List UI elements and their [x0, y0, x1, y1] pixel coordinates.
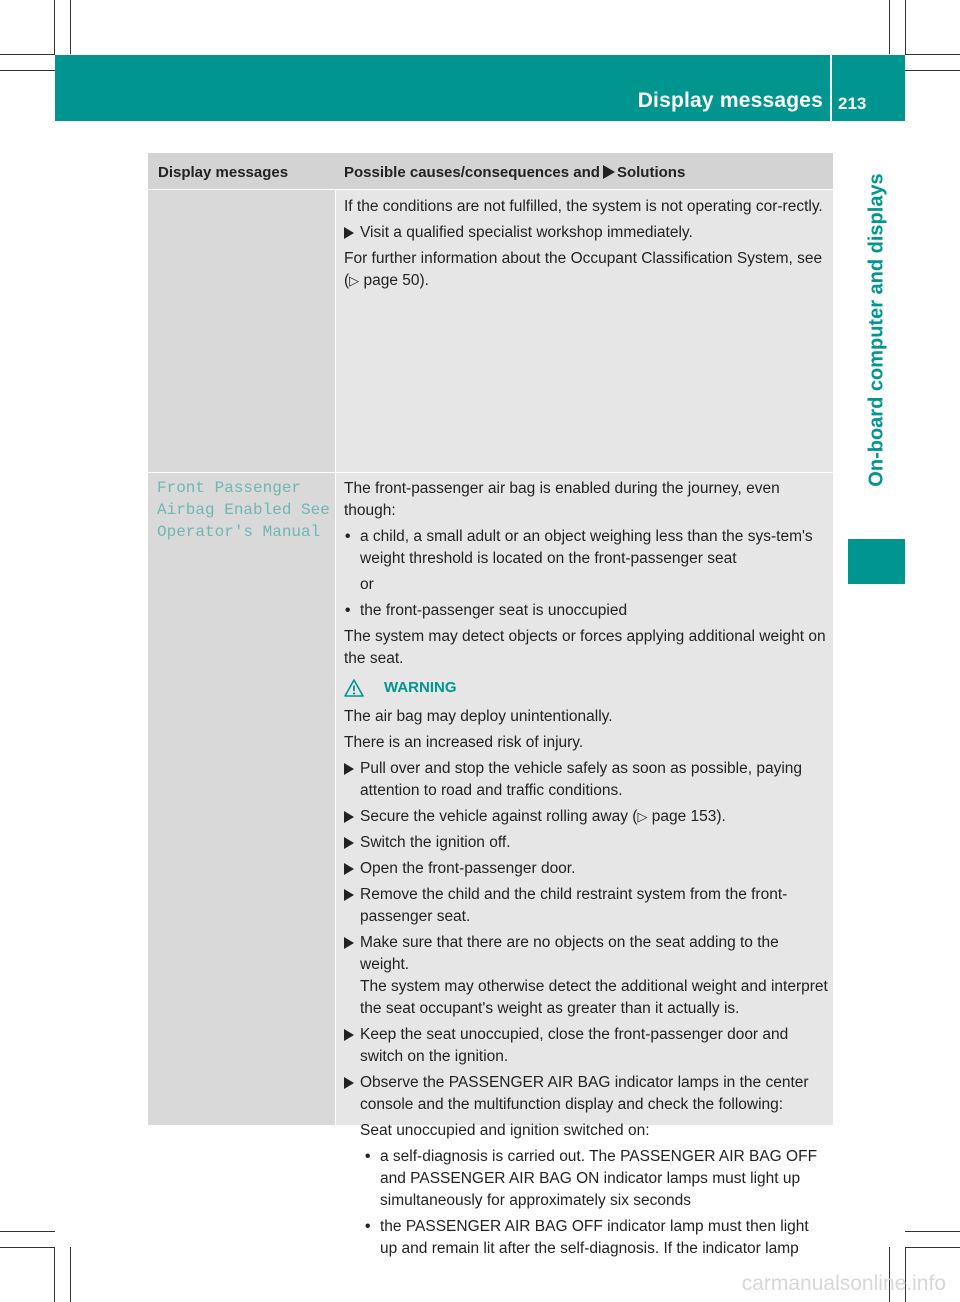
- column-header-causes: Possible causes/consequences and Solutions: [344, 164, 686, 181]
- table-header: [148, 153, 833, 189]
- page-number: 213: [838, 94, 867, 113]
- table-row: [148, 190, 833, 472]
- bullet-item: • the front-passenger seat is unoccupied: [344, 600, 828, 622]
- bullet-item: • a self-diagnosis is carried out. The PASSENGER AIR BAG OFF and PASSENGER AIR BAG ON indicator lamps must light up simultaneously for approximately six seconds: [344, 1146, 828, 1212]
- solution-content: [344, 478, 828, 1264]
- message-cell: [148, 190, 335, 472]
- column-header-messages: Display messages: [158, 164, 289, 181]
- crop-mark: [70, 1247, 71, 1302]
- warning-label: WARNING: [344, 678, 828, 698]
- paragraph: For further information about the Occupant Classification System, see (▷ page 50).: [344, 250, 823, 289]
- crop-mark: [905, 0, 906, 54]
- crop-mark: [0, 1231, 55, 1232]
- page-title: Display messages: [637, 89, 823, 112]
- crop-mark: [0, 70, 55, 71]
- bullet-item: • a child, a small adult or an object weighing less than the sys-tem's weight threshold is located on the front-passenger seat: [344, 526, 828, 570]
- step-item: Make sure that there are no objects on the seat adding to the weight. The system may otherwise detect the additional weight and interpret the seat occupant's weight as greater than it actually is.: [344, 932, 828, 1020]
- paragraph: The front-passenger air bag is enabled during the journey, even though:: [344, 480, 780, 519]
- solution-content: [344, 196, 828, 296]
- watermark: carmanualsonline.info: [741, 1272, 946, 1295]
- paragraph: Seat unoccupied and ignition switched on:: [360, 1122, 650, 1139]
- display-messages-table: [148, 153, 833, 1257]
- step-item: Visit a qualified specialist workshop immediately.: [344, 222, 828, 244]
- crop-mark: [54, 1247, 55, 1302]
- paragraph: The system may detect objects or forces applying additional weight on the seat.: [344, 628, 826, 667]
- paragraph: If the conditions are not fulfilled, the system is not operating cor-rectly.: [344, 198, 823, 215]
- crop-mark: [905, 54, 960, 55]
- step-item: Secure the vehicle against rolling away (▷ page 153).: [344, 806, 828, 828]
- paragraph: The air bag may deploy unintentionally.: [344, 708, 613, 725]
- paragraph: or: [360, 576, 374, 593]
- step-item: Observe the PASSENGER AIR BAG indicator lamps in the center console and the multifunction display and check the following:: [344, 1072, 828, 1116]
- section-side-label: On-board computer and displays: [865, 173, 888, 487]
- header-divider: [830, 55, 832, 121]
- step-item: Pull over and stop the vehicle safely as soon as possible, paying attention to road and traffic conditions.: [344, 758, 828, 802]
- arrow-right-icon: [603, 165, 615, 179]
- crop-mark: [70, 0, 71, 54]
- display-message-text: Front Passenger Airbag Enabled See Operator's Manual: [157, 479, 330, 541]
- crop-mark: [54, 0, 55, 54]
- crop-mark: [905, 70, 960, 71]
- paragraph: There is an increased risk of injury.: [344, 734, 584, 751]
- section-tab-marker: [848, 539, 905, 584]
- crop-mark: [905, 1231, 960, 1232]
- crop-mark: [0, 1247, 55, 1248]
- step-item: Keep the seat unoccupied, close the front-passenger door and switch on the ignition.: [344, 1024, 828, 1068]
- crop-mark: [889, 0, 890, 54]
- crop-mark: [905, 1247, 960, 1248]
- step-item: Open the front-passenger door.: [344, 858, 828, 880]
- message-cell: [148, 473, 335, 1125]
- warning-icon: [344, 678, 364, 698]
- page-ref-icon: ▷: [349, 273, 360, 288]
- step-item: Remove the child and the child restraint system from the front-passenger seat.: [344, 884, 828, 928]
- crop-mark: [0, 54, 55, 55]
- table-row: [148, 473, 833, 1257]
- bullet-item: • the PASSENGER AIR BAG OFF indicator lamp must then light up and remain lit after the self-diagnosis. If the indicator lamp: [344, 1216, 828, 1260]
- step-item: Switch the ignition off.: [344, 832, 828, 854]
- page-ref-icon: ▷: [637, 809, 648, 824]
